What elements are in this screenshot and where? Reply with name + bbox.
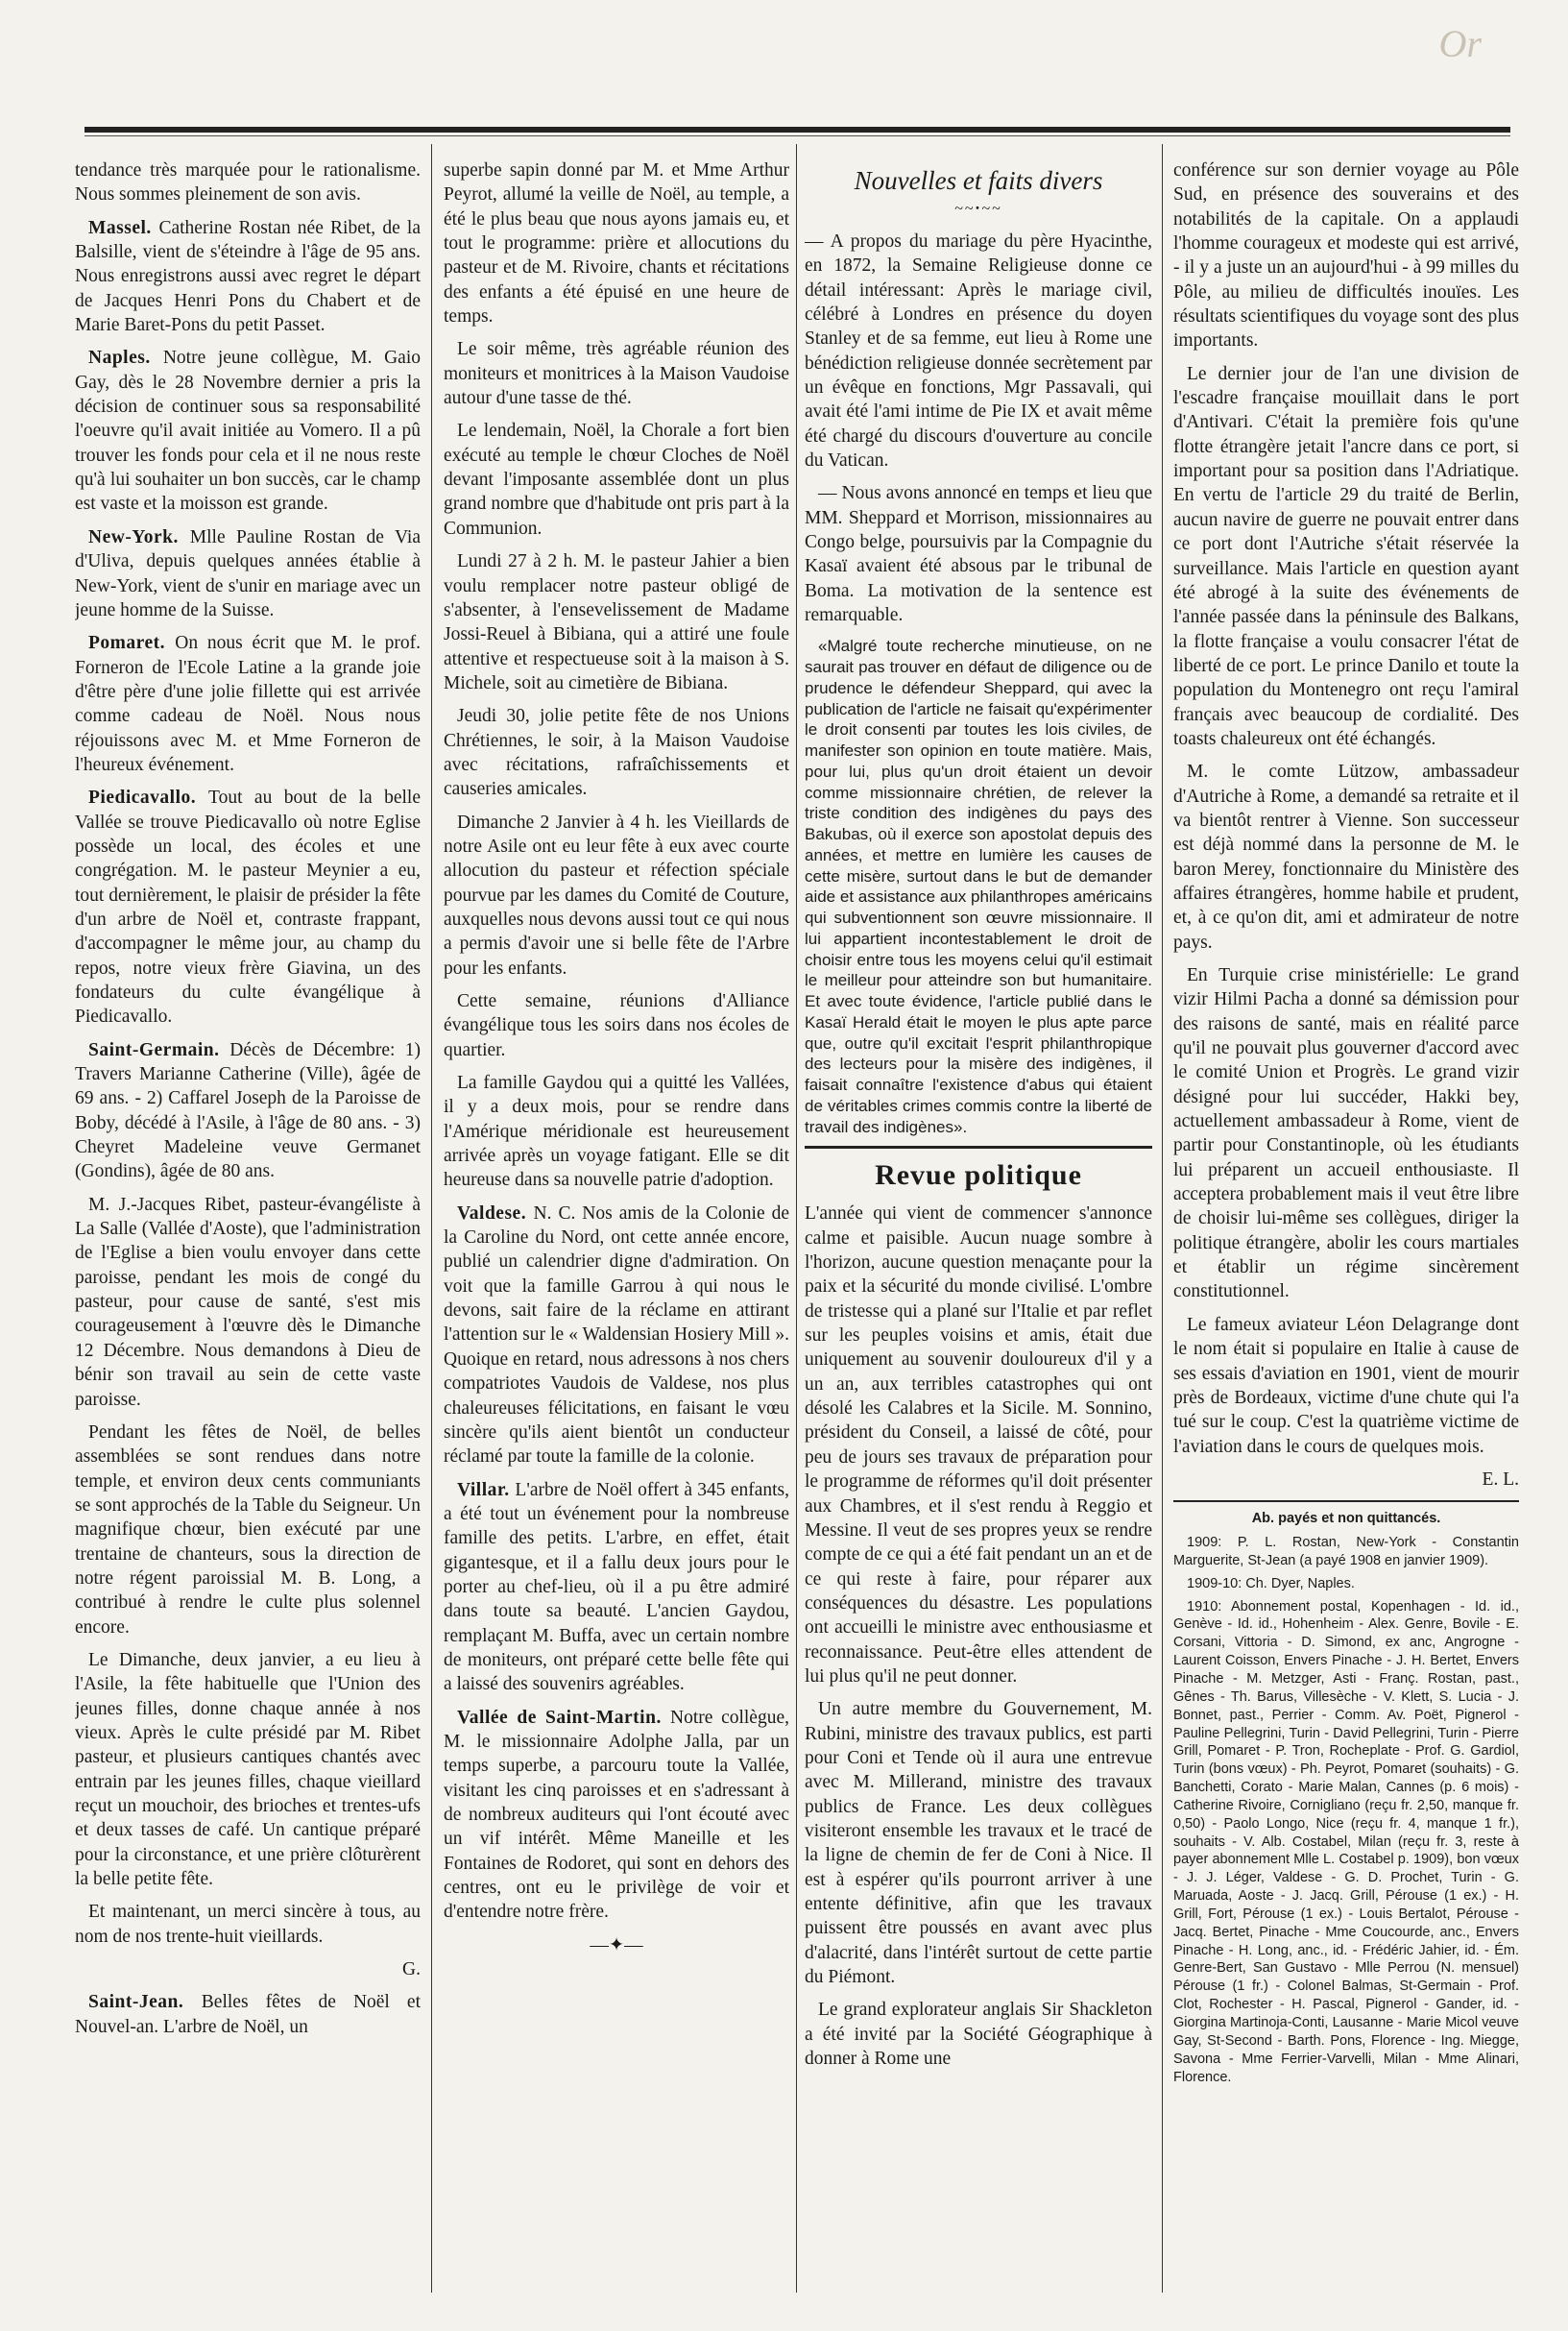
news-heading: Nouvelles et faits divers xyxy=(854,166,1103,195)
paragraph-text: tendance très marquée pour le rationalisme. Nous sommes pleinement de son avis. xyxy=(75,160,421,206)
article-paragraph xyxy=(75,1193,421,1412)
paragraph-text: Le grand explorateur anglais Sir Shackleton a été invité par la Société Géographique à donner à Rome une xyxy=(805,2000,1152,2070)
masthead-rule-thin xyxy=(84,135,1510,136)
masthead-rule xyxy=(84,127,1510,133)
author-signature: E. L. xyxy=(1482,1469,1519,1490)
paragraph-text: Tout au bout de la belle Vallée se trouve Piedicavallo où notre Eglise possède un local, des écoles et une congrégation. M. le pasteur Meynier a eu, tout dernièrement, le plaisir de présider la fête d'un arbre de Noël et, contraste frappant, d'accompagner le même jour, au champ du repos, notre vieux frère Giavina, un des fondateurs du culte évangélique à Piedicavallo. xyxy=(75,788,421,1028)
payments-heading: Ab. payés et non quittancés. xyxy=(1173,1500,1519,1528)
article-paragraph xyxy=(1173,760,1519,955)
article-paragraph xyxy=(444,1478,789,1697)
paragraph-text: On nous écrit que M. le prof. Forneron de l'Ecole Latine a la grande joie d'être père d'une jolie fillette qui est arrivée comme cadeau de Noël. Nous nous réjouissons avec M. et Mme Forneron de l'heureux événement. xyxy=(75,633,421,775)
article-paragraph xyxy=(444,1202,789,1469)
heading-ornament: ~~ꞏ~~ xyxy=(954,201,1002,218)
paragraph-text: Catherine Rostan née Ribet, de la Balsille, vient de s'éteindre à l'âge de 95 ans. Nous enregistrons aussi avec regret le départ de Jacques Henri Pons du Chabert et de Marie Baret-Pons du petit Passet. xyxy=(75,217,421,336)
paragraph-text: Le Dimanche, deux janvier, a eu lieu à l'Asile, la fête habituelle que l'Union des jeunes filles, donne chaque année à nos vieux. Après le culte présidé par M. Ribet pasteur, et plusieurs cantiques chantés avec entrain par les jeunes filles, chaque vieillard reçut un mouchoir, des brioches et trentes-ufs et deux tasses de café. Un cantique préparé pour la circonstance, et une prière clôturèrent la belle petite fête. xyxy=(75,1649,421,1890)
article-paragraph xyxy=(444,704,789,801)
article-paragraph xyxy=(75,346,421,516)
paragraph-text: Le dernier jour de l'an une division de l'escadre française mouillait dans le port d'Antivari. C'était la première fois qu'une flotte étrangère jetait l'ancre dans ce port, si important pour sa position dans l'Adriatique. En vertu de l'article 29 du traité de Berlin, aucun navire de guerre ne pouvait entrer dans ce port dont l'Autriche s'était réservée la surveillance. Mais l'article en question ayant été abrogé à la suite des événements de l'année passée dans la péninsule des Balkans, la flotte française a voulu consacrer l'état de liberté de ce port. Le prince Danilo et toute la population du Montenegro ont reçu l'amiral français avec beaucoup de cordialité. Des toasts chaleureux ont été échangés. xyxy=(1173,363,1519,749)
article-paragraph xyxy=(1173,158,1519,353)
column-4 xyxy=(1173,158,1519,2300)
article-paragraph xyxy=(1173,362,1519,752)
dateline-label: Saint-Germain. xyxy=(88,1039,230,1060)
dateline-label: New-York. xyxy=(88,526,190,547)
paragraph-text: Notre jeune collègue, M. Gaio Gay, dès le 28 Novembre dernier a pris la décision de continuer sous sa responsabilité l'oeuvre qu'il avait initiée au Vomero. Il a pû trouver les fonds pour cela et il ne nous reste qu'à lui souhaiter un bon succès, car le champ est vaste et la moisson est grande. xyxy=(75,348,421,515)
article-paragraph xyxy=(75,1648,421,1891)
dateline-label: Pomaret. xyxy=(88,633,176,654)
article-paragraph xyxy=(1173,963,1519,1304)
payment-entry: 1910: Abonnement postal, Kopenhagen - Id. id., Genève - Id. id., Hohenheim - Alex. Genre, Bovile - E. Corsani, Vittoria - D. Simond, ex anc, Angrogne - Laurent Coisson, Envers Pinache - J. H. Bertet, Envers Pinache - M. Metzger, Asti - Franç. Rostan, past., Gênes - Th. Barus, Villesèche - V. Klett, S. Lucia - J. Bonnet, past., Perrier - Comm. Av. Poët, Pignerol - Pauline Pellegrini, Turin - David Pellegrini, Turin - Pierre Grill, Pomaret - P. Tron, Rocheplate - Prof. G. Gardiol, Turin (bons vœux) - Ph. Peyrot, Pomaret (souhaits) - G. Banchetti, Corato - Marie Malan, Cannes (p. 6 mois) - Catherine Rivoire, Cornigliano (reçu fr. 2,50, manque fr. 0,50) - Paolo Longo, Nice (reçu fr. 4, manque 1 fr.), souhaits - V. Alb. Costabel, Milan (reçu fr. 3, reste à payer abonnement Mlle L. Costabel p. 1909), bon vœux - J. J. Léger, Valdese - G. D. Prochet, Turin - G. Maruada, Aoste - J. Jacq. Grill, Pérouse (1 ex.) - H. Grill, Fort, Pérouse (1 ex.) - Louis Bertalot, Pérouse - Jacq. Bertet, Pinache - Mme Coucourde, anc., Envers Pinache - H. Long, anc., id. - Frédéric Jahier, id. - Ém. Genre-Bert, San Gustavo - Mlle Perrou (N. mensuel) Pérouse (1 fr.) - Colonel Balmas, St-Germain - Prof. Clot, Rochester - H. Pascal, Pignerol - Gander, id. - Giorgina Martinoja-Conti, Lausanne - Marie Micol veuve Gay, St-Second - Barth. Pons, Florence - Ing. Miegge, Savona - Mme Ferrier-Varvelli, Milan - Mme Alinari, Florence. xyxy=(1173,1598,1519,2085)
paragraph-text: M. le comte Lützow, ambassadeur d'Autriche à Rome, a demandé sa retraite et il va bientôt rentrer à Vienne. Son successeur est déjà nommé dans la personne de M. le baron Merey, fonctionnaire du Ministère des affaires étrangères, homme habile et prudent, et, à ce qu'on dit, ami et admirateur de notre pays. xyxy=(1173,762,1519,953)
article-paragraph xyxy=(444,811,789,981)
paragraph-text: M. J.-Jacques Ribet, pasteur-évangéliste à La Salle (Vallée d'Aoste), que l'administration de l'Eglise a bien voulu envoyer dans cette paroisse, pendant les mois de congé du pasteur, pour cause de santé, s'est mis courageusement à l'œuvre dès le Dimanche 12 Décembre. Nous demandons à Dieu de bénir son travail au sein de cette vaste paroisse. xyxy=(75,1194,421,1410)
article-paragraph xyxy=(444,158,789,328)
column-divider xyxy=(796,144,797,2293)
paragraph-text: Mlle Pauline Rostan de Via d'Uliva, depuis quelques années établie à New-York, vient de s'unir en mariage avec un jeune homme de la Suisse. xyxy=(75,526,421,620)
dateline-label: Massel. xyxy=(88,217,159,238)
paragraph-text: Belles fêtes de Noël et Nouvel-an. L'arbre de Noël, un xyxy=(75,1992,421,2037)
article-paragraph xyxy=(805,1202,1152,1688)
payment-entry: 1909: P. L. Rostan, New-York - Constantin Marguerite, St-Jean (a payé 1908 en janvier 1909). xyxy=(1173,1535,1519,1568)
dateline-label: Saint-Jean. xyxy=(88,1992,202,2013)
article-paragraph xyxy=(75,216,421,338)
dateline-label: Naples. xyxy=(88,348,163,369)
article-paragraph xyxy=(444,337,789,410)
paragraph-text: Jeudi 30, jolie petite fête de nos Unions Chrétiennes, le soir, à la Maison Vaudoise avec récitations, rafraîchissements et causeries amicales. xyxy=(444,706,789,800)
corner-annotation: Or xyxy=(1438,22,1482,65)
paragraph-text: En Turquie crise ministérielle: Le grand vizir Hilmi Pacha a donné sa démission pour des raisons de santé, mais en réalité parce qu'il ne pouvait plus gouverner d'accord avec le comité Union et Progrès. Le grand vizir désigné pour lui succéder, Hakki bey, actuellement ambassadeur à Rome, vient de partir pour Constantinople, où les étudiants lui préparent un accueil enthousiaste. Il acceptera probablement mais il veut être libre de choisir lui-même ses collègues, diriger la politique étrangère, abolir les cours martiales et établir un régime sincèrement constitutionnel. xyxy=(1173,965,1519,1302)
article-paragraph xyxy=(805,1998,1152,2071)
paragraph-text: Pendant les fêtes de Noël, de belles assemblées se sont rendues dans notre temple, et environ deux cents communiants se sont approchés de la Table du Seigneur. Un magnifique chœur, bien exécuté par une trentaine de chanteurs, sous la direction de notre régent paroissial M. B. Long, a contribué à rendre le culte plus solennel encore. xyxy=(75,1421,421,1638)
paragraph-text: — Nous avons annoncé en temps et lieu que MM. Sheppard et Morrison, missionnaires au Congo belge, poursuivis par la Compagnie du Kasaï avaient été absous par le tribunal de Boma. La motivation de la sentence est remarquable. xyxy=(805,483,1152,626)
paragraph-text: La famille Gaydou qui a quitté les Vallées, il y a deux mois, pour se rendre dans l'Amérique méridionale est heureusement arrivée après un voyage fatigant. Elle se dit heureuse dans sa nouvelle patrie d'adoption. xyxy=(444,1073,789,1191)
column-1 xyxy=(75,158,421,2300)
revue-heading: Revue politique xyxy=(805,1146,1152,1194)
paragraph-text: Le fameux aviateur Léon Delagrange dont le nom était si populaire en Italie à cause de ses essais d'aviation en 1901, vient de mourir près de Bordeaux, victime d'une chute qui l'a tué sur le coup. C'est la quatrième victime de l'aviation dans le cours de quelques mois. xyxy=(1173,1314,1519,1457)
article-paragraph xyxy=(75,1990,421,2039)
paragraph-text: Et maintenant, un merci sincère à tous, au nom de nos trente-huit vieillards. xyxy=(75,1902,421,1947)
dateline-label: Villar. xyxy=(457,1479,516,1500)
article-paragraph xyxy=(75,1900,421,1949)
paragraph-text: conférence sur son dernier voyage au Pôle Sud, en présence des souverains et des notabilités de la capitale. On a applaudi l'homme courageux et modeste qui est arrivé, - il y a juste un an aujourd'hui - à 99 milles du Pôle, au milieu de difficultés inouïes. Les résultats scientifiques du voyage sont des plus importants. xyxy=(1173,160,1519,352)
dateline-label: Valdese. xyxy=(457,1202,534,1224)
dateline-label: Piedicavallo. xyxy=(88,788,209,809)
article-paragraph xyxy=(444,1706,789,1925)
paragraph-text: Notre collègue, M. le missionnaire Adolphe Jalla, par un temps superbe, a parcouru toute la Vallée, visitant les cinq paroisses et en s'adressant à de nombreux auditeurs qui l'ont écouté avec un vif intérêt. Même Maneille et les Fontaines de Rodoret, qui sont en dehors des centres, ont eu le privilège de voir et d'entendre notre frère. xyxy=(444,1707,789,1923)
paragraph-text: Cette semaine, réunions d'Alliance évangélique tous les soirs dans nos écoles de quartier. xyxy=(444,991,789,1060)
column-3 xyxy=(805,158,1152,2300)
paragraph-text: Le lendemain, Noël, la Chorale a fort bien exécuté au temple le chœur Cloches de Noël devant l'imposante assemblée dont un plus grand nombre que d'habitude ont pris part à la Communion. xyxy=(444,421,789,539)
article-paragraph xyxy=(444,989,789,1062)
paragraph-text: — A propos du mariage du père Hyacinthe, en 1872, la Semaine Religieuse donne ce détail intéressant: Après le mariage civil, célébré à Londres en présence du doyen Stanley et de sa femme, eut lieu à Rome une bénédiction religieuse donnée secrètement par un évêque en fonctions, Mgr Passavali, qui avait été l'ami intime de Pie IX et avait même été chargé du discours d'ouverture au concile du Vatican. xyxy=(805,231,1152,471)
column-divider xyxy=(1162,144,1163,2293)
paragraph-text: Décès de Décembre: 1) Travers Marianne Catherine (Ville), âgée de 69 ans. - 2) Caffarel Joseph de la Paroisse de Boby, décédé à l'Asile, à l'âge de 80 ans. - 3) Cheyret Madeleine veuve Germanet (Gondins), âgée de 80 ans. xyxy=(75,1039,421,1182)
column-end-ornament: —✦— xyxy=(590,1934,643,1955)
article-paragraph xyxy=(75,525,421,622)
paragraph-text: superbe sapin donné par M. et Mme Arthur Peyrot, allumé la veille de Noël, au temple, a été le plus beau que nous ayons jamais eu, et tout le programme: prière et allocutions du pasteur et de M. Rivoire, chants et récitations des enfants a été épuisé en une heure de temps. xyxy=(444,160,789,328)
article-paragraph xyxy=(805,230,1152,473)
article-paragraph xyxy=(75,786,421,1029)
article-paragraph xyxy=(805,481,1152,627)
article-paragraph xyxy=(444,549,789,695)
article-paragraph xyxy=(75,158,421,207)
article-paragraph xyxy=(75,1038,421,1184)
dateline-label: Vallée de Saint-Martin. xyxy=(457,1707,670,1728)
payments-list xyxy=(1173,1500,1519,2086)
column-divider xyxy=(431,144,432,2293)
article-paragraph xyxy=(1173,1313,1519,1459)
paragraph-text: Lundi 27 à 2 h. M. le pasteur Jahier a bien voulu remplacer notre pasteur obligé de s'absenter, à l'ensevelissement de Madame Jossi-Reuel à Bibiana, qui a attiré une foule attentive et respectueuse soit à la maison à S. Michele, soit au cimetière de Bibiana. xyxy=(444,551,789,693)
payment-entry: 1909-10: Ch. Dyer, Naples. xyxy=(1187,1575,1355,1591)
article-paragraph xyxy=(75,631,421,777)
paragraph-text: N. C. Nos amis de la Colonie de la Caroline du Nord, ont cette année encore, publié un calendrier digne d'admiration. On voit que la famille Garrou à qui nous le devons, sait faire de la réclame en attirant l'attention sur le « Waldensian Hosiery Mill ». Quoique en retard, nous adressons à nos chers compatriotes Vaudois de Valdese, nos plus chaleureuses félicitations, en faisant le vœu sincère qu'ils aient bientôt un conducteur réclamé par toute la famille de la colonie. xyxy=(444,1202,789,1468)
court-quote: «Malgré toute recherche minutieuse, on ne saurait pas trouver en défaut de diligence ou de prudence le défendeur Sheppard, qui avec la publication de l'article ne faisait qu'expérimenter le droit consenti par toutes les lois civiles, de manifester son opinion en toute matière. Mais, pour lui, plus qu'un droit étaient un devoir comme missionnaire chrétien, de relever la triste condition des indigènes du pays des Bakubas, où il exerce son apostolat depuis des années, et mettre en lumière les causes de cette misère, surtout dans le but de demander aide et assistance aux philanthropes américains qui subventionnent son œuvre missionnaire. Il lui appartient incontestablement le droit de choisir entre tous les moyens celui qu'il estimait le meilleur pour atteindre son but humanitaire. Et avec toute évidence, l'article publié dans le Kasaï Herald était le moyen le plus apte parce que, outre qu'il excitait l'esprit philanthropique des lecteurs pour la misère des indigènes, il faisait connaître l'existence d'abus qui étaient de véritables crimes commis contre la liberté de travail des indigènes». xyxy=(805,637,1152,1136)
paragraph-text: G. xyxy=(402,1959,421,1980)
column-2 xyxy=(444,158,789,2300)
article-paragraph xyxy=(75,1957,421,1981)
paragraph-text: L'arbre de Noël offert à 345 enfants, a été tout un événement pour la nombreuse famille des petits. L'arbre, en effet, était gigantesque, et il a fallu deux jours pour le porter au chef-lieu, où il a pu être admiré dans toute sa beauté. L'ancien Gaydou, remplaçant M. Buffa, avec un certain nombre de moniteurs, ont préparé cette belle fête qui a laissé des souvenirs agréables. xyxy=(444,1479,789,1695)
paragraph-text: L'année qui vient de commencer s'annonce calme et paisible. Aucun nuage sombre à l'horizon, aucune question menaçante pour la paix et la sécurité du monde civilisé. L'ombre de tristesse qui a plané sur l'Italie et par reflet sur les peuples voisins et amis, était due uniquement au souvenir douloureux d'il y a un an, aux terribles catastrophes qui ont désolé les Calabres et la Sicile. M. Sonnino, président du Conseil, a laissé de côté, pour peu de jours ses travaux de préparation pour le programme de réformes qu'il doit présenter aux Chambres, et il s'est rendu à Reggio et Messine. Il veut de ses propres yeux se rendre compte de ce qui a été fait pendant un an et de ce qui reste à faire, pour réparer aux conséquences du désastre. Les populations ont accueilli le ministre avec enthousiasme et reconnaissance. Peut-être elles attendent de lui plus qu'il ne peut donner. xyxy=(805,1203,1152,1687)
article-paragraph xyxy=(805,1697,1152,1989)
paragraph-text: Dimanche 2 Janvier à 4 h. les Vieillards de notre Asile ont eu leur fête à eux avec courte allocution du pasteur et réfection spéciale pourvue par les dames du Comité de Couture, auxquelles nous devons aussi tout ce qui nous a permis d'avoir une si belle fête de l'Arbre pour les enfants. xyxy=(444,812,789,979)
article-paragraph xyxy=(444,419,789,541)
paragraph-text: Un autre membre du Gouvernement, M. Rubini, ministre des travaux publics, est parti pour Coni et Tende où il aura une entrevue avec M. Millerand, ministre des travaux publics de France. Les deux collègues visiteront ensemble les travaux et le tracé de la ligne de chemin de fer de Coni à Nice. Il est à espérer qu'ils pourront arriver à une entente définitive, afin que les travaux puissent être poussés en avant avec plus d'alacrité, dans l'intérêt surtout de cette partie du Piémont. xyxy=(805,1699,1152,1988)
article-paragraph xyxy=(444,1071,789,1193)
article-paragraph xyxy=(75,1420,421,1639)
paragraph-text: Le soir même, très agréable réunion des moniteurs et monitrices à la Maison Vaudoise autour d'une tasse de thé. xyxy=(444,339,789,409)
